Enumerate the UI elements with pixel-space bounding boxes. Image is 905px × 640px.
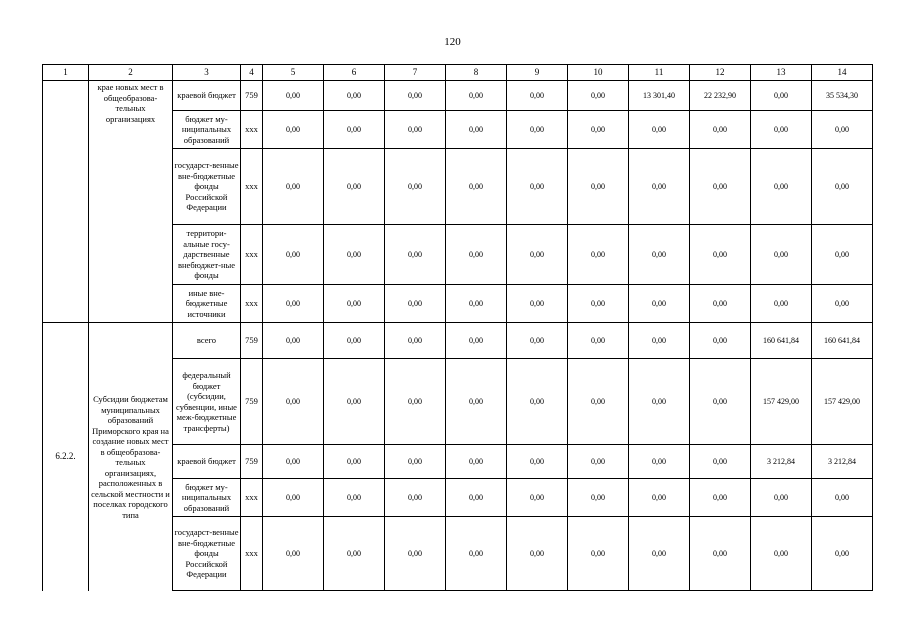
value-cell: 0,00 <box>385 479 446 517</box>
column-header: 1 <box>43 65 89 81</box>
column-header: 3 <box>173 65 241 81</box>
value-cell: 0,00 <box>568 149 629 225</box>
item-description: Субсидии бюджетам муниципальных образований Приморского края на создание новых мест в общеобразова-тельных организациях, расположенных в сельской местности и поселках городского типа <box>89 323 173 591</box>
value-cell: 0,00 <box>385 81 446 111</box>
value-cell: 157 429,00 <box>751 359 812 445</box>
value-cell: 0,00 <box>385 149 446 225</box>
value-cell: 0,00 <box>690 479 751 517</box>
value-cell: 0,00 <box>812 517 873 591</box>
value-cell: 0,00 <box>751 81 812 111</box>
value-cell: 0,00 <box>263 81 324 111</box>
budget-code: ххх <box>241 517 263 591</box>
value-cell: 0,00 <box>263 111 324 149</box>
table-row <box>43 323 873 359</box>
value-cell: 0,00 <box>507 359 568 445</box>
value-cell: 0,00 <box>507 81 568 111</box>
value-cell: 0,00 <box>690 225 751 285</box>
budget-code: 759 <box>241 359 263 445</box>
value-cell: 0,00 <box>263 149 324 225</box>
value-cell: 0,00 <box>751 285 812 323</box>
budget-code: ххх <box>241 149 263 225</box>
value-cell: 0,00 <box>812 225 873 285</box>
value-cell: 0,00 <box>751 479 812 517</box>
column-header: 10 <box>568 65 629 81</box>
value-cell: 0,00 <box>385 111 446 149</box>
budget-code: ххх <box>241 479 263 517</box>
value-cell: 0,00 <box>629 323 690 359</box>
value-cell: 0,00 <box>690 285 751 323</box>
value-cell: 0,00 <box>751 225 812 285</box>
budget-code: 759 <box>241 323 263 359</box>
value-cell: 0,00 <box>507 445 568 479</box>
funding-source: краевой бюджет <box>173 81 241 111</box>
item-description: крае новых мест в общеобразова-тельных организациях <box>89 81 173 323</box>
value-cell: 0,00 <box>629 111 690 149</box>
column-header: 14 <box>812 65 873 81</box>
value-cell: 0,00 <box>446 359 507 445</box>
value-cell: 0,00 <box>629 445 690 479</box>
value-cell: 35 534,30 <box>812 81 873 111</box>
value-cell: 0,00 <box>446 445 507 479</box>
column-header: 5 <box>263 65 324 81</box>
value-cell: 0,00 <box>507 517 568 591</box>
value-cell: 0,00 <box>690 323 751 359</box>
column-header: 9 <box>507 65 568 81</box>
value-cell: 0,00 <box>629 149 690 225</box>
page-number: 120 <box>444 36 461 48</box>
value-cell: 160 641,84 <box>751 323 812 359</box>
funding-source: государст-венные вне-бюджетные фонды Российской Федерации <box>173 149 241 225</box>
value-cell: 0,00 <box>568 225 629 285</box>
value-cell: 0,00 <box>690 149 751 225</box>
value-cell: 0,00 <box>446 111 507 149</box>
value-cell: 0,00 <box>263 359 324 445</box>
value-cell: 0,00 <box>385 285 446 323</box>
value-cell: 0,00 <box>568 111 629 149</box>
value-cell: 0,00 <box>385 225 446 285</box>
value-cell: 22 232,90 <box>690 81 751 111</box>
value-cell: 0,00 <box>507 225 568 285</box>
budget-code: ххх <box>241 225 263 285</box>
value-cell: 0,00 <box>263 445 324 479</box>
value-cell: 0,00 <box>751 111 812 149</box>
value-cell: 0,00 <box>446 149 507 225</box>
value-cell: 3 212,84 <box>812 445 873 479</box>
value-cell: 0,00 <box>324 149 385 225</box>
value-cell: 0,00 <box>568 359 629 445</box>
value-cell: 0,00 <box>507 479 568 517</box>
funding-source: бюджет му-ниципальных образований <box>173 111 241 149</box>
value-cell: 0,00 <box>629 359 690 445</box>
value-cell: 0,00 <box>324 285 385 323</box>
budget-code: 759 <box>241 81 263 111</box>
funding-source: федеральный бюджет (субсидии, субвенции, иные меж-бюджетные трансферты) <box>173 359 241 445</box>
value-cell: 0,00 <box>446 479 507 517</box>
value-cell: 0,00 <box>385 359 446 445</box>
table-row <box>43 81 873 111</box>
header-row <box>43 65 873 81</box>
value-cell: 0,00 <box>629 479 690 517</box>
budget-code: ххх <box>241 285 263 323</box>
value-cell: 0,00 <box>568 445 629 479</box>
budget-table <box>42 64 873 591</box>
column-header: 12 <box>690 65 751 81</box>
budget-code: 759 <box>241 445 263 479</box>
value-cell: 0,00 <box>324 517 385 591</box>
value-cell: 0,00 <box>263 285 324 323</box>
value-cell: 0,00 <box>385 517 446 591</box>
value-cell: 0,00 <box>568 517 629 591</box>
value-cell: 0,00 <box>812 285 873 323</box>
value-cell: 0,00 <box>751 517 812 591</box>
value-cell: 0,00 <box>568 323 629 359</box>
funding-source: иные вне-бюджетные источники <box>173 285 241 323</box>
value-cell: 0,00 <box>751 149 812 225</box>
item-number <box>43 81 89 323</box>
value-cell: 0,00 <box>263 323 324 359</box>
value-cell: 0,00 <box>507 323 568 359</box>
value-cell: 0,00 <box>629 225 690 285</box>
column-header: 6 <box>324 65 385 81</box>
value-cell: 0,00 <box>324 359 385 445</box>
funding-source: краевой бюджет <box>173 445 241 479</box>
value-cell: 0,00 <box>446 517 507 591</box>
value-cell: 0,00 <box>446 323 507 359</box>
value-cell: 0,00 <box>263 225 324 285</box>
item-number: 6.2.2. <box>43 323 89 591</box>
column-header: 8 <box>446 65 507 81</box>
value-cell: 0,00 <box>507 285 568 323</box>
value-cell: 0,00 <box>324 479 385 517</box>
value-cell: 0,00 <box>324 81 385 111</box>
value-cell: 0,00 <box>568 285 629 323</box>
budget-code: ххх <box>241 111 263 149</box>
funding-source: территори-альные госу-дарственные внебюджет-ные фонды <box>173 225 241 285</box>
value-cell: 0,00 <box>568 479 629 517</box>
value-cell: 3 212,84 <box>751 445 812 479</box>
value-cell: 0,00 <box>690 517 751 591</box>
value-cell: 0,00 <box>812 149 873 225</box>
funding-source: бюджет му-ниципальных образований <box>173 479 241 517</box>
value-cell: 0,00 <box>446 81 507 111</box>
value-cell: 0,00 <box>629 285 690 323</box>
value-cell: 0,00 <box>324 323 385 359</box>
value-cell: 160 641,84 <box>812 323 873 359</box>
column-header: 11 <box>629 65 690 81</box>
value-cell: 0,00 <box>263 517 324 591</box>
value-cell: 0,00 <box>568 81 629 111</box>
value-cell: 0,00 <box>385 445 446 479</box>
value-cell: 0,00 <box>690 359 751 445</box>
value-cell: 0,00 <box>690 445 751 479</box>
value-cell: 0,00 <box>446 225 507 285</box>
column-header: 2 <box>89 65 173 81</box>
funding-source: всего <box>173 323 241 359</box>
value-cell: 0,00 <box>629 517 690 591</box>
column-header: 4 <box>241 65 263 81</box>
value-cell: 0,00 <box>446 285 507 323</box>
value-cell: 0,00 <box>324 111 385 149</box>
value-cell: 0,00 <box>324 225 385 285</box>
value-cell: 0,00 <box>812 479 873 517</box>
value-cell: 0,00 <box>324 445 385 479</box>
value-cell: 0,00 <box>507 111 568 149</box>
value-cell: 157 429,00 <box>812 359 873 445</box>
value-cell: 0,00 <box>812 111 873 149</box>
value-cell: 0,00 <box>263 479 324 517</box>
value-cell: 0,00 <box>507 149 568 225</box>
column-header: 13 <box>751 65 812 81</box>
value-cell: 0,00 <box>385 323 446 359</box>
value-cell: 0,00 <box>690 111 751 149</box>
funding-source: государст-венные вне-бюджетные фонды Российской Федерации <box>173 517 241 591</box>
value-cell: 13 301,40 <box>629 81 690 111</box>
column-header: 7 <box>385 65 446 81</box>
